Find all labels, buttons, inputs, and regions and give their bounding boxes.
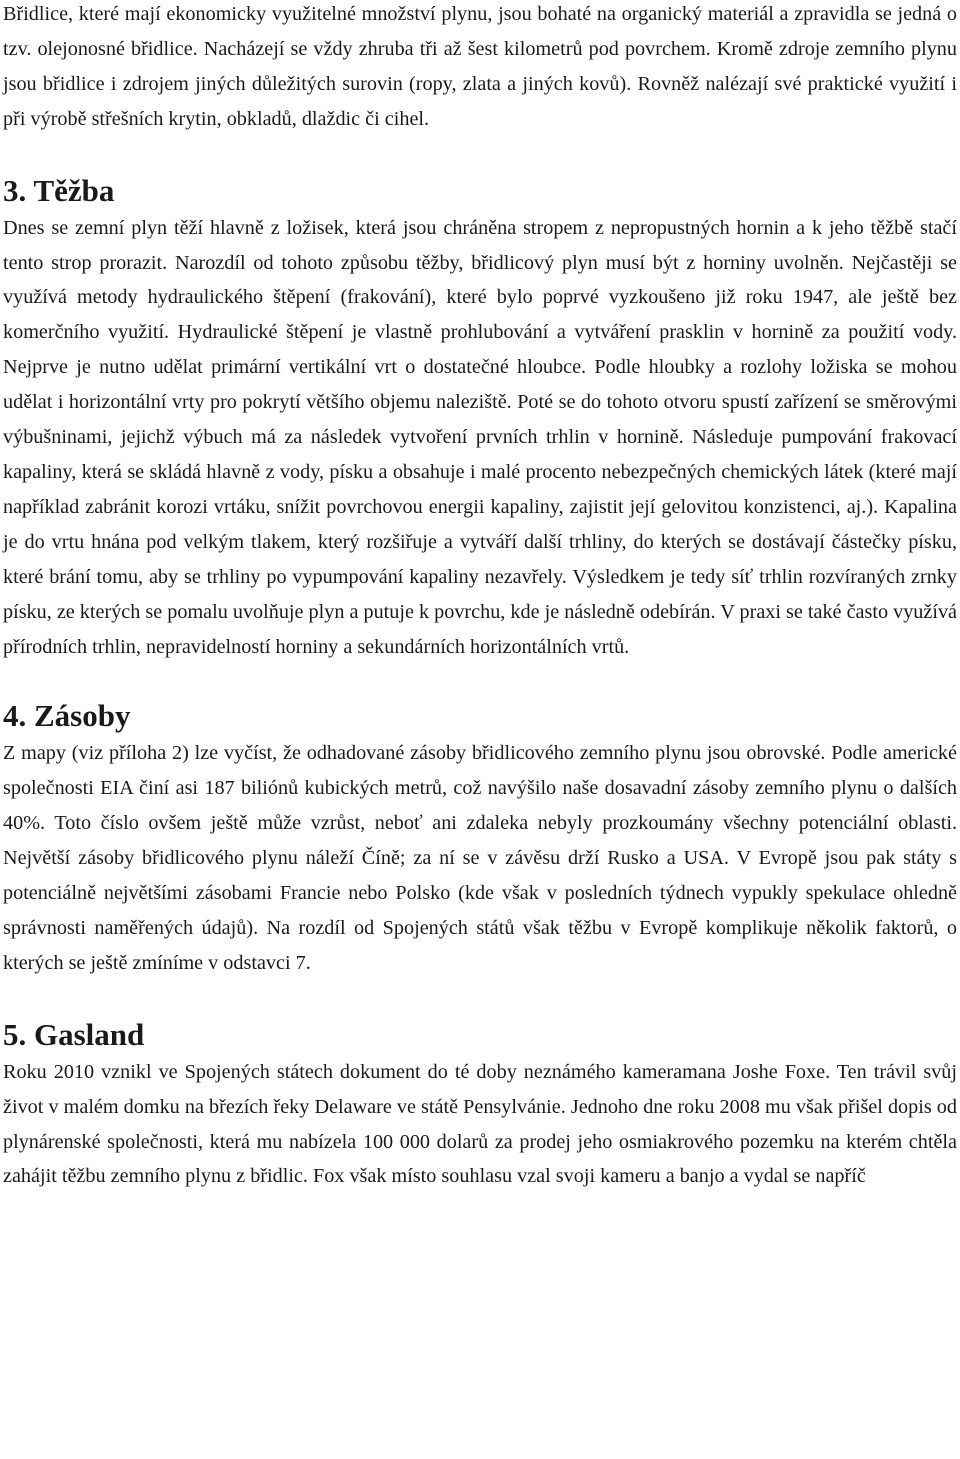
intro-paragraph: Břidlice, které mají ekonomicky využitelné množství plynu, jsou bohaté na organický materiál a zpravidla se jedná o tzv. olejonosné břidlice. Nacházejí se vždy zhruba tři až šest kilometrů pod povrchem. Kromě zdroje zemního plynu jsou břidlice i zdrojem jiných důležitých surovin (ropy, zlata a jiných kovů). Rovněž nalézají své praktické využití i při výrobě střešních krytin, obkladů, dlaždic či cihel. <box>3 3 957 130</box>
section-5-paragraph: Roku 2010 vznikl ve Spojených státech dokument do té doby neznámého kameramana Joshe Foxe. Ten trávil svůj život v malém domku na březích řeky Delaware ve státě Pensylvánie. Jednoho dne roku 2008 mu však přišel dopis od plynárenské společnosti, která mu nabízela 100 000 dolarů za prodej jeho osmiakrového pozemku na kterém chtěla zahájit těžbu zemního plynu z břidlic. Fox však místo souhlasu vzal svoji kameru a banjo a vydal se napříč <box>3 1060 957 1188</box>
section-3-paragraph: Dnes se zemní plyn těží hlavně z ložisek, která jsou chráněna stropem z nepropustných hornin a k jeho těžbě stačí tento strop prorazit. Narozdíl od tohoto způsobu těžby, břidlicový plyn musí být z horniny uvolněn. Nejčastěji se využívá metody hydraulického štěpení (frakování), které bylo poprvé vyzkoušeno již roku 1947, ale ještě bez komerčního využití. Hydraulické štěpení je vlastně prohlubování a vytváření prasklin v hornině za použití vody. Nejprve je nutno udělat primární vertikální vrt o dostatečné hloubce. Podle hloubky a rozlohy ložiska se mohou udělat i horizontální vrty pro pokrytí většího objemu naleziště. Poté se do tohoto otvoru spustí zařízení se směrovými výbušninami, jejichž výbuch má za následek vytvoření prvních trhlin v hornině. Následuje pumpování frakovací kapaliny, která se skládá hlavně z vody, písku a obsahuje i malé procento nebezpečných chemických látek (které mají například zabránit korozi vrtáku, snížit povrchovou energii kapaliny, zajistit její gelovitou konzistenci, aj.). Kapalina je do vrtu hnána pod velkým tlakem, který rozšiřuje a vytváří další trhliny, do kterých se dostávají částečky písku, které brání tomu, aby se trhliny po vypumpování kapaliny nezavřely. Výsledkem je tedy síť trhlin rozvíraných zrnky písku, ze kterých se pomalu uvolňuje plyn a putuje k povrchu, kde je následně odebírán. V praxi se také často využívá přírodních trhlin, nepravidelností horniny a sekundárních horizontálních vrtů. <box>3 216 957 658</box>
section-4-paragraph: Z mapy (viz příloha 2) lze vyčíst, že odhadované zásoby břidlicového zemního plynu jsou obrovské. Podle americké společnosti EIA činí asi 187 biliónů kubických metrů, což navýšilo naše dosavadní zásoby zemního plynu o dalších 40%. Toto číslo ovšem ještě může vzrůst, neboť ani zdaleka nebyly prozkoumány všechny potenciální oblasti. Největší zásoby břidlicového plynu náleží Číně; za ní se v závěsu drží Rusko a USA. V Evropě jsou pak státy s potenciálně největšími zásobami Francie nebo Polsko (kde však v posledních týdnech vypukly spekulace ohledně správnosti naměřených údajů). Na rozdíl od Spojených států však těžbu v Evropě komplikuje několik faktorů, o kterých se ještě zmíníme v odstavci 7. <box>3 742 957 974</box>
section-3-heading: 3. Těžba <box>3 172 115 208</box>
section-4-heading: 4. Zásoby <box>3 698 131 734</box>
section-5-heading: 5. Gasland <box>3 1016 145 1052</box>
